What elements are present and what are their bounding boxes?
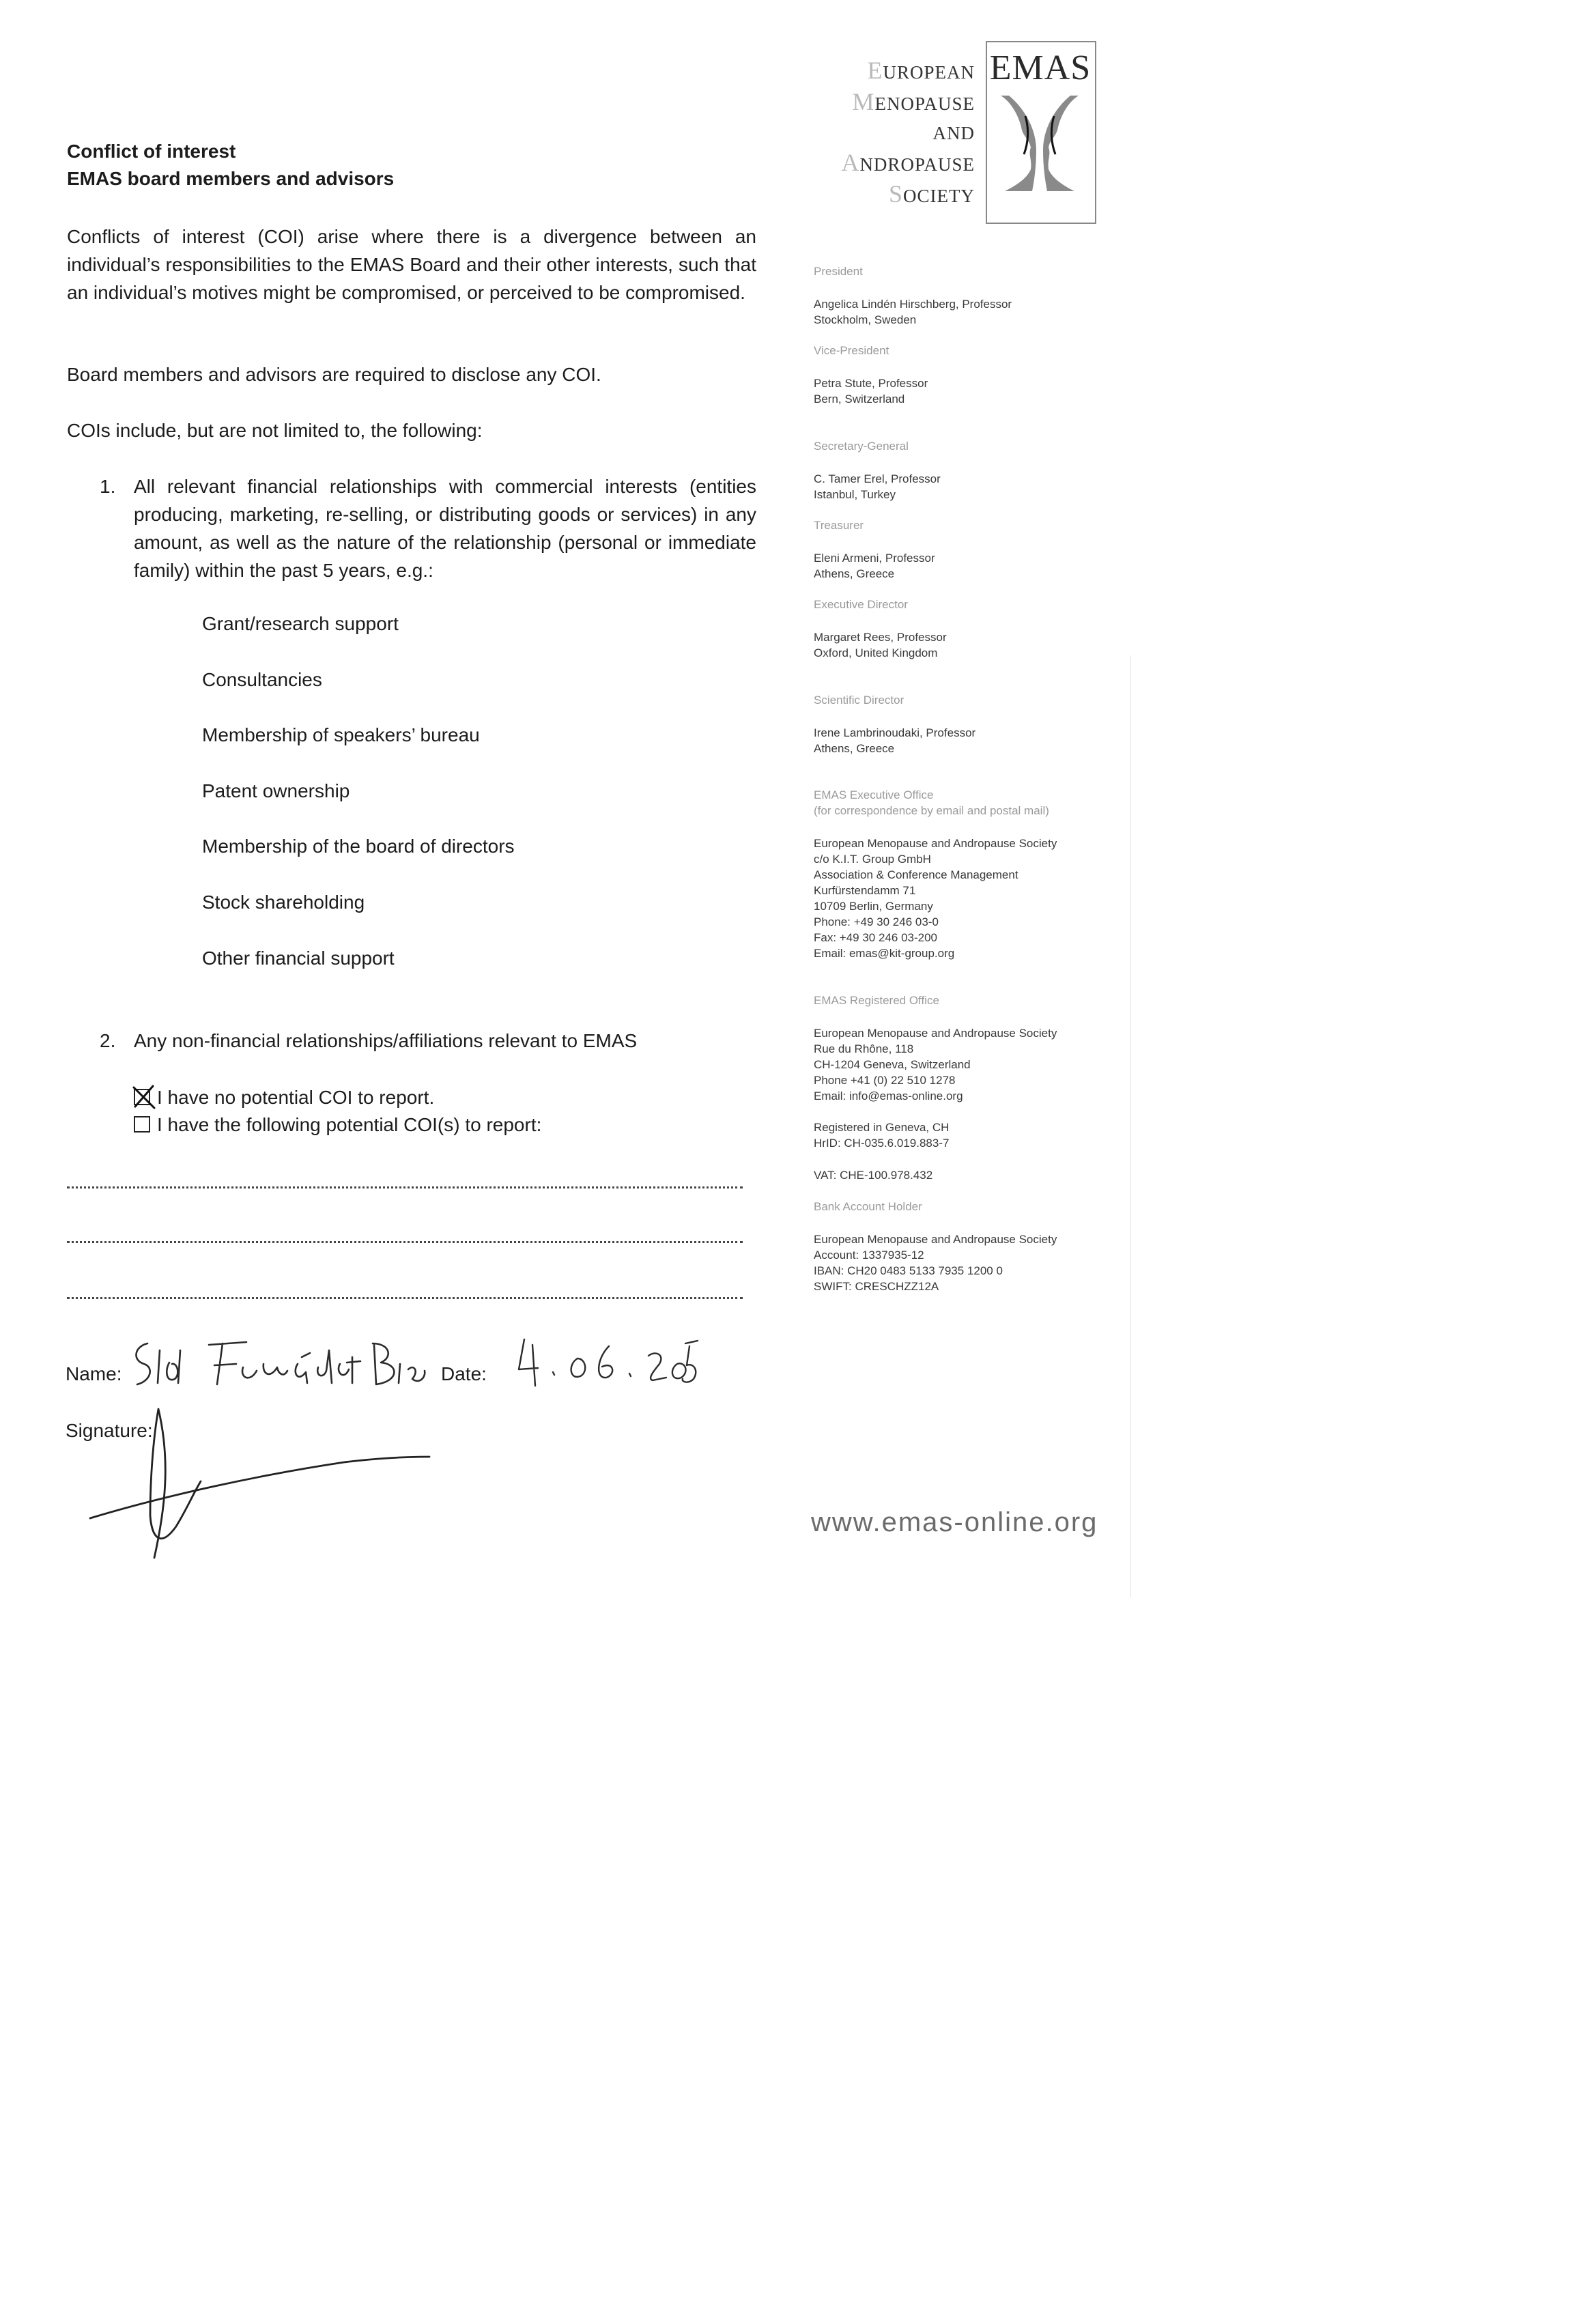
- executive-office-details: European Menopause and Andropause Society c/o K.I.T. Group GmbH Association & Conference Management Kurfürstendamm 71 10709 Berlin, Germany Phone: +49 30 246 03-0 Fax: +49 30 246 03-200 Email: emas@kit-group.org: [814, 837, 1057, 960]
- list-item-2: [100, 1027, 756, 1055]
- scientific-director-heading: Scientific Director: [814, 694, 904, 707]
- scan-edge-divider: [1130, 655, 1131, 1597]
- coi-entry-line-1[interactable]: [67, 1186, 743, 1188]
- bank-account-heading: Bank Account Holder: [814, 1200, 922, 1213]
- subitem-speakers-bureau: Membership of speakers’ bureau: [202, 724, 480, 745]
- checkbox-no-coi-row[interactable]: [134, 1084, 434, 1111]
- checkbox-has-coi-row[interactable]: [134, 1111, 541, 1139]
- subitem-grant: Grant/research support: [202, 613, 399, 634]
- executive-director-heading: Executive Director: [814, 598, 908, 611]
- document-title: [67, 138, 394, 193]
- treasurer-details: Eleni Armeni, Professor Athens, Greece: [814, 552, 935, 580]
- subitem-patent: Patent ownership: [202, 780, 350, 801]
- secretary-general-details: C. Tamer Erel, Professor Istanbul, Turkey: [814, 472, 941, 501]
- registration-details: Registered in Geneva, CH HrID: CH-035.6.019.883-7: [814, 1121, 950, 1150]
- vice-president-details: Petra Stute, Professor Bern, Switzerland: [814, 377, 928, 405]
- vice-president-heading: Vice-President: [814, 344, 889, 357]
- list-item-number: 1.: [100, 476, 116, 497]
- name-label: Name:: [66, 1363, 122, 1384]
- coi-entry-line-2[interactable]: [67, 1241, 743, 1243]
- disclosure-paragraph: Board members and advisors are required to disclose any COI.: [67, 364, 601, 385]
- secretary-general-heading: Secretary-General: [814, 440, 909, 453]
- title-line-1: Conflict of interest: [67, 141, 236, 162]
- checkmark-x-icon: [131, 1083, 158, 1111]
- registered-office-heading: EMAS Registered Office: [814, 994, 939, 1007]
- vat-number: VAT: CHE-100.978.432: [814, 1169, 933, 1182]
- president-details: Angelica Lindén Hirschberg, Professor Stockholm, Sweden: [814, 298, 1012, 326]
- scientific-director-details: Irene Lambrinoudaki, Professor Athens, Greece: [814, 726, 976, 755]
- bank-account-details: European Menopause and Andropause Society Account: 1337935-12 IBAN: CH20 0483 5133 7935 1200 0 SWIFT: CRESCHZZ12A: [814, 1233, 1057, 1293]
- website-link[interactable]: www.emas-online.org: [811, 1507, 1098, 1537]
- checkbox-no-coi[interactable]: [134, 1089, 150, 1105]
- emas-faces-logo-icon: [991, 89, 1088, 198]
- emas-logo-name: EMAS: [989, 48, 1092, 87]
- treasurer-heading: Treasurer: [814, 519, 864, 532]
- subitem-board-directors: Membership of the board of directors: [202, 836, 515, 857]
- checkbox-has-coi-label: I have the following potential COI(s) to report:: [157, 1114, 542, 1135]
- executive-director-details: Margaret Rees, Professor Oxford, United Kingdom: [814, 631, 947, 659]
- coi-entry-line-3[interactable]: [67, 1297, 743, 1299]
- list-item-text: Any non-financial relationships/affiliations relevant to EMAS: [134, 1030, 638, 1051]
- society-name-wordmark: EUROPEAN MENOPAUSE AND ANDROPAUSE SOCIETY: [841, 57, 975, 208]
- subitem-consultancies: Consultancies: [202, 669, 322, 690]
- title-line-2: EMAS board members and advisors: [67, 168, 395, 189]
- list-item-number: 2.: [100, 1030, 116, 1051]
- subitem-other-support: Other financial support: [202, 948, 395, 969]
- subitem-stock: Stock shareholding: [202, 892, 365, 913]
- president-heading: President: [814, 265, 863, 278]
- list-item-1: [100, 472, 756, 584]
- handwritten-signature[interactable]: [85, 1399, 440, 1570]
- list-item-text: All relevant financial relationships with commercial interests (entities producing, marketing, re-selling, or distributing goods or services) in any amount, as well as the nature of the relationship (personal or immediate family) within the past 5 years, e.g.:: [134, 476, 756, 581]
- registered-office-details: European Menopause and Andropause Society Rue du Rhône, 118 CH-1204 Geneva, Switzerland Phone +41 (0) 22 510 1278 Email: info@emas-online.org: [814, 1027, 1057, 1102]
- signature-label: Signature:: [66, 1420, 153, 1441]
- executive-office-heading: EMAS Executive Office (for correspondence by email and postal mail): [814, 788, 1049, 817]
- intro-paragraph: Conflicts of interest (COI) arise where there is a divergence between an individual’s responsibilities to the EMAS Board and their other interests, such that an individual’s motives might be compromised, or perceived to be compromised.: [67, 226, 756, 303]
- list-intro-paragraph: COIs include, but are not limited to, the following:: [67, 420, 483, 441]
- checkbox-has-coi[interactable]: [134, 1116, 150, 1133]
- date-label: Date:: [441, 1363, 487, 1384]
- checkbox-no-coi-label: I have no potential COI to report.: [157, 1087, 435, 1108]
- handwritten-date: [515, 1331, 699, 1393]
- handwritten-name: [127, 1330, 427, 1391]
